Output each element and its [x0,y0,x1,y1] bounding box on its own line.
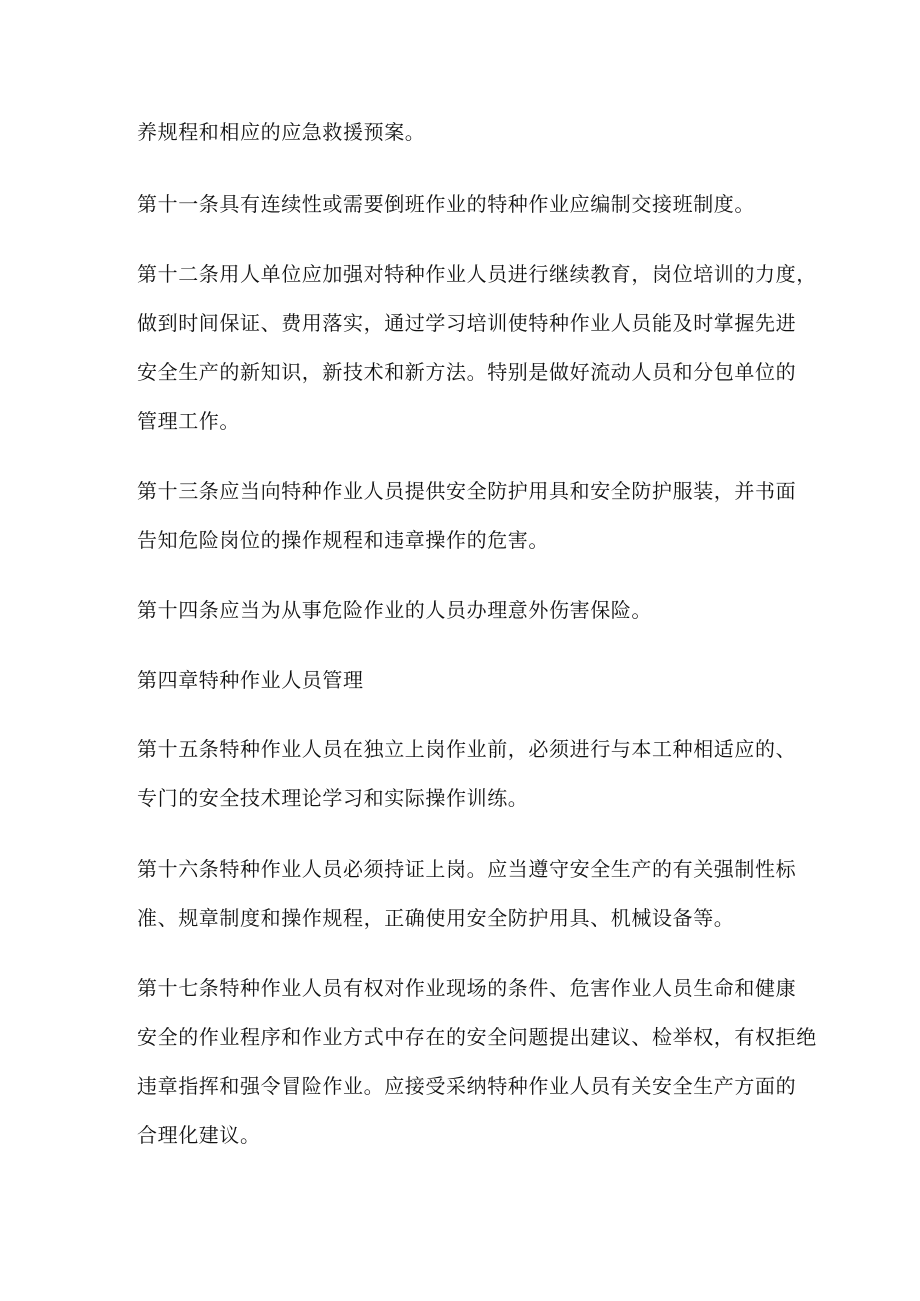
text-line: 安全生产的新知识，新技术和新方法。特别是做好流动人员和分包单位的 [137,360,797,384]
text-line: 做到时间保证、费用落实，通过学习培训使特种作业人员能及时掌握先进 [137,311,797,335]
text-line: 第十四条应当为从事危险作业的人员办理意外伤害保险。 [137,598,652,622]
text-line: 第十六条特种作业人员必须持证上岗。应当遵守安全生产的有关强制性标 [137,857,797,881]
text-line: 管理工作。 [137,409,240,433]
text-line: 安全的作业程序和作业方式中存在的安全问题提出建议、检举权，有权拒绝 [137,1025,817,1049]
text-line: 第十二条用人单位应加强对特种作业人员进行继续教育，岗位培训的力度， [137,262,817,286]
text-line: 第十三条应当向特种作业人员提供安全防护用具和安全防护服装，并书面 [137,479,797,503]
chapter-heading: 第四章特种作业人员管理 [137,668,364,692]
text-line: 告知危险岗位的操作规程和违章操作的危害。 [137,528,549,552]
text-line: 第十七条特种作业人员有权对作业现场的条件、危害作业人员生命和健康 [137,976,797,1000]
text-line: 第十一条具有连续性或需要倒班作业的特种作业应编制交接班制度。 [137,192,755,216]
text-line: 准、规章制度和操作规程，正确使用安全防护用具、机械设备等。 [137,906,735,930]
text-line: 养规程和相应的应急救援预案。 [137,120,426,144]
text-line: 第十五条特种作业人员在独立上岗作业前，必须进行与本工种相适应的、 [137,737,797,761]
text-line: 合理化建议。 [137,1123,261,1147]
text-line: 专门的安全技术理论学习和实际操作训练。 [137,786,529,810]
text-line: 违章指挥和强令冒险作业。应接受采纳特种作业人员有关安全生产方面的 [137,1074,797,1098]
